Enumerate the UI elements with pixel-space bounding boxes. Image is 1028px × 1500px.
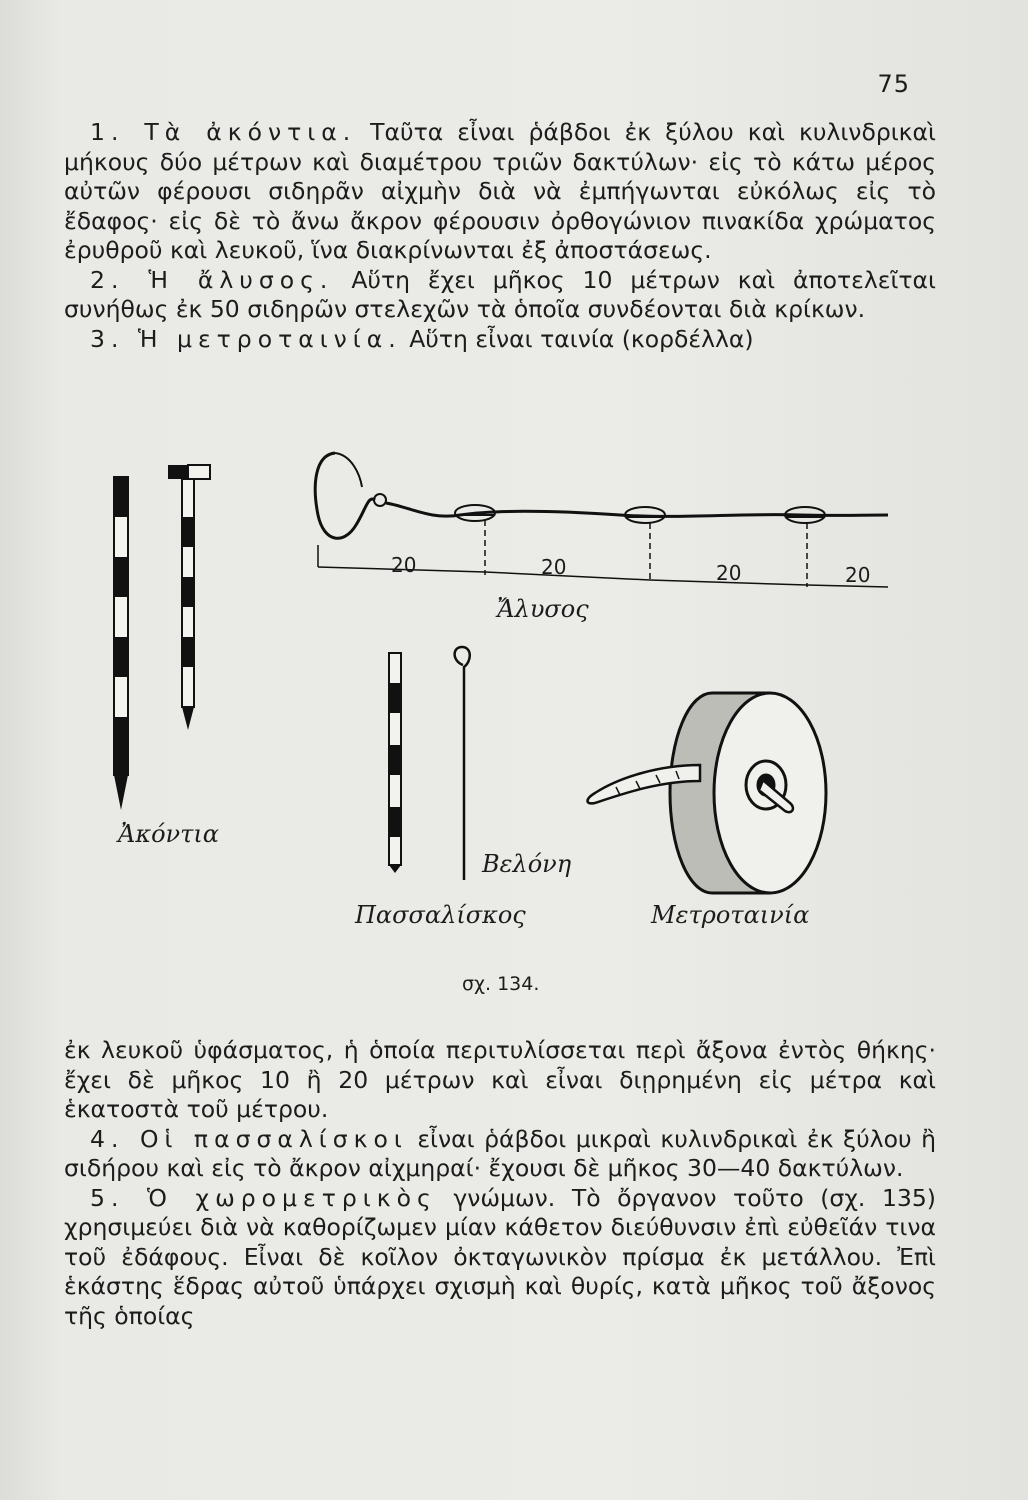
heading-alysos: 2. Ἡ ἄλυσος. xyxy=(90,265,334,294)
page-number: 75 xyxy=(877,70,910,98)
paragraph-gnomon xyxy=(64,1184,936,1332)
body-passaliskoi: εἶναι ῥάβδοι μικραὶ κυλινδρικαὶ ἐκ ξύλου ἢ σιδήρου καὶ εἰς τὸ ἄκρον αἰχμηραί· ἔχουσι δὲ μῆκος 30—40 δακτύλων. xyxy=(64,1124,936,1182)
body-akontia: Ταῦτα εἶναι ῥάβδοι ἐκ ξύλου καὶ κυλινδρικαὶ μήκους δύο μέτρων καὶ διαμέτρου τριῶν δακτύλων· εἰς τὸ κάτω μέρος αὐτῶν φέρουσι σιδηρᾶν αἰχμὴν διὰ νὰ ἐμπήγωνται εὐκόλως εἰς τὸ ἔδαφος· εἰς δὲ τὸ ἄνω ἄκρον φέρουσιν ὀρθογώνιον πινακίδα χρώματος ἐρυθροῦ καὶ λευκοῦ, ἵνα διακρίνωνται ἐξ ἀποστάσεως. xyxy=(64,118,936,264)
needle-drawing xyxy=(455,647,470,880)
surveying-pin-pole xyxy=(389,653,401,873)
top-text-block xyxy=(64,118,936,354)
tape-measure-drawing xyxy=(588,693,827,893)
paragraph-passaliskoi xyxy=(64,1125,936,1184)
figure-number: σχ. 134. xyxy=(462,973,540,995)
chain-segment-label-3: 20 xyxy=(716,561,742,585)
caption-akontia: Ἀκόντια xyxy=(118,820,220,848)
caption-alysos: Ἄλυσος xyxy=(497,595,589,623)
caption-belone: Βελόνη xyxy=(482,850,572,878)
figure-134 xyxy=(0,425,1028,1025)
heading-passaliskoi: 4. Οἱ πασσαλίσκοι xyxy=(90,1124,408,1153)
figure-drawing xyxy=(0,425,1028,1025)
caption-metrotainia: Μετροταινία xyxy=(651,901,810,929)
ranging-pole-flagged xyxy=(168,465,210,730)
bottom-text-block xyxy=(64,1036,936,1331)
heading-metrotainia: 3. Ἡ μετροταινία. xyxy=(90,324,402,353)
paragraph-alysos xyxy=(64,266,936,325)
heading-gnomon: 5. Ὁ χωρομετρικὸς xyxy=(90,1183,437,1212)
body-alysos: Αὕτη ἔχει μῆκος 10 μέτρων καὶ ἀποτελεῖται συνήθως ἐκ 50 σιδηρῶν στελεχῶν τὰ ὁποῖα συνδέονται διὰ κρίκων. xyxy=(64,265,936,323)
ranging-pole-large xyxy=(114,477,128,810)
chain-segment-label-1: 20 xyxy=(391,553,417,577)
chain-segment-label-4: 20 xyxy=(845,563,871,587)
caption-passaliskos: Πασσαλίσκος xyxy=(355,901,526,929)
body-gnomon: γνώμων. Τὸ ὄργανον τοῦτο (σχ. 135) χρησιμεύει διὰ νὰ καθορίζωμεν μίαν κάθετον διεύθυνσιν ἐπὶ εὐθεῖάν τινα τοῦ ἐδάφους. Εἶναι δὲ κοῖλον ὀκταγωνικὸν πρίσμα ἐκ μετάλλου. Ἐπὶ ἑκάστης ἕδρας αὐτοῦ ὑπάρχει σχισμὴ καὶ θυρίς, κατὰ μῆκος τοῦ ἄξονος τῆς ὁποίας xyxy=(64,1183,936,1330)
paragraph-akontia xyxy=(64,118,936,266)
chain-drawing xyxy=(315,453,888,538)
chain-segment-label-2: 20 xyxy=(541,555,567,579)
heading-akontia: 1. Τὰ ἀκόντια. xyxy=(90,118,357,146)
paragraph-metrotainia xyxy=(64,325,936,355)
paragraph-metrotainia-cont: ἐκ λευκοῦ ὑφάσματος, ἡ ὁποία περιτυλίσσεται περὶ ἄξονα ἐντὸς θήκης· ἔχει δὲ μῆκος 10 ἢ 20 μέτρων καὶ εἶναι διῃρημένη εἰς μέτρα καὶ ἑκατοστὰ τοῦ μέτρου. xyxy=(64,1036,936,1123)
body-metrotainia: Αὕτη εἶναι ταινία (κορδέλλα) xyxy=(409,324,754,353)
